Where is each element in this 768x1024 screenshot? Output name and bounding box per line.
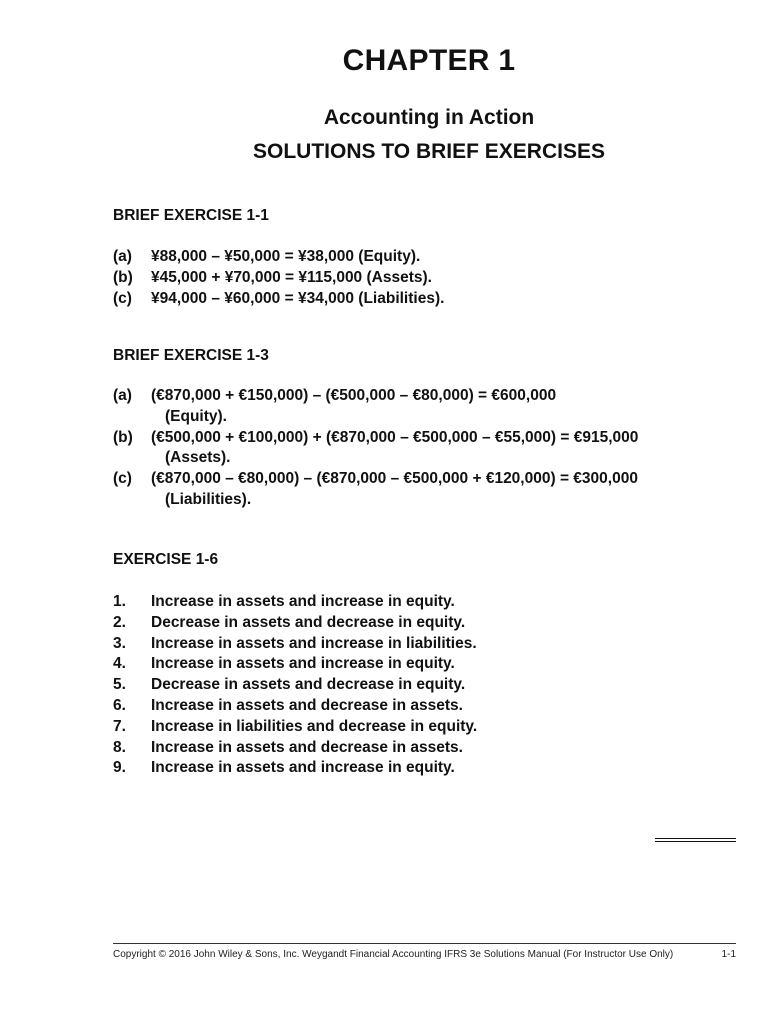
item-text: Increase in assets and increase in equity. xyxy=(151,593,455,610)
list-item xyxy=(113,428,733,470)
item-label: (a) xyxy=(113,387,132,404)
list-item xyxy=(113,654,733,675)
list-item xyxy=(113,696,733,717)
item-continuation: (Equity). xyxy=(165,407,227,425)
item-text: Decrease in assets and decrease in equity. xyxy=(151,676,466,694)
section-title: SOLUTIONS TO BRIEF EXERCISES xyxy=(253,140,605,163)
list-item xyxy=(113,247,733,268)
item-text: Increase in assets and decrease in assets. xyxy=(151,696,463,714)
item-label: 8. xyxy=(113,738,126,756)
item-text: Increase in assets and increase in liabilities. xyxy=(151,634,477,652)
item-label: 2. xyxy=(113,613,126,631)
item-label: (c) xyxy=(113,470,132,488)
item-label: 4. xyxy=(113,655,126,673)
list-item xyxy=(113,675,733,696)
brief-exercise-1-1-heading: BRIEF EXERCISE 1-1 xyxy=(113,207,269,224)
end-double-rule xyxy=(655,838,736,842)
item-text: Increase in liabilities and decrease in equity. xyxy=(151,717,478,735)
item-label: 1. xyxy=(113,593,126,610)
list-item xyxy=(113,592,733,613)
footer-divider xyxy=(113,943,736,944)
item-label: 9. xyxy=(113,759,126,777)
item-text: ¥88,000 – ¥50,000 = ¥38,000 (Equity). xyxy=(151,248,421,265)
list-item xyxy=(113,469,733,511)
item-text: Increase in assets and decrease in assets. xyxy=(151,738,463,756)
page-number: 1-1 xyxy=(721,949,736,960)
exercise-1-6-list xyxy=(113,592,733,779)
item-label: 5. xyxy=(113,676,126,694)
item-label: 6. xyxy=(113,696,126,714)
item-label: (c) xyxy=(113,289,132,307)
item-text: (€870,000 + €150,000) – (€500,000 – €80,000) = €600,000 xyxy=(151,387,557,404)
item-text: (€500,000 + €100,000) + (€870,000 – €500,000 – €55,000) = €915,000 xyxy=(151,428,639,446)
footer-copyright: Copyright © 2016 John Wiley & Sons, Inc. Weygandt Financial Accounting IFRS 3e Solutions Manual (For Instructor Use Only) xyxy=(113,949,674,960)
list-item xyxy=(113,613,733,634)
item-label: 3. xyxy=(113,634,126,652)
list-item xyxy=(113,386,733,428)
item-continuation: (Liabilities). xyxy=(165,490,252,508)
list-item xyxy=(113,738,733,759)
item-text: Increase in assets and increase in equity. xyxy=(151,759,455,777)
item-continuation: (Assets). xyxy=(165,449,231,467)
item-label: (b) xyxy=(113,268,133,286)
brief-exercise-1-1-list xyxy=(113,247,733,309)
list-item xyxy=(113,758,733,779)
list-item xyxy=(113,717,733,738)
list-item xyxy=(113,634,733,655)
item-text: Increase in assets and increase in equity. xyxy=(151,655,455,673)
item-text: Decrease in assets and decrease in equity. xyxy=(151,613,466,631)
list-item xyxy=(113,289,733,310)
brief-exercise-1-3-heading: BRIEF EXERCISE 1-3 xyxy=(113,347,269,364)
item-text: ¥94,000 – ¥60,000 = ¥34,000 (Liabilities). xyxy=(151,289,445,307)
item-label: 7. xyxy=(113,717,126,735)
brief-exercise-1-3-list xyxy=(113,386,733,511)
item-text: ¥45,000 + ¥70,000 = ¥115,000 (Assets). xyxy=(151,268,432,286)
chapter-title: CHAPTER 1 xyxy=(342,44,516,77)
item-text: (€870,000 – €80,000) – (€870,000 – €500,000 + €120,000) = €300,000 xyxy=(151,470,638,488)
item-label: (a) xyxy=(113,248,132,265)
chapter-subtitle: Accounting in Action xyxy=(323,106,535,129)
item-label: (b) xyxy=(113,428,133,446)
list-item xyxy=(113,268,733,289)
exercise-1-6-heading: EXERCISE 1-6 xyxy=(113,551,219,568)
